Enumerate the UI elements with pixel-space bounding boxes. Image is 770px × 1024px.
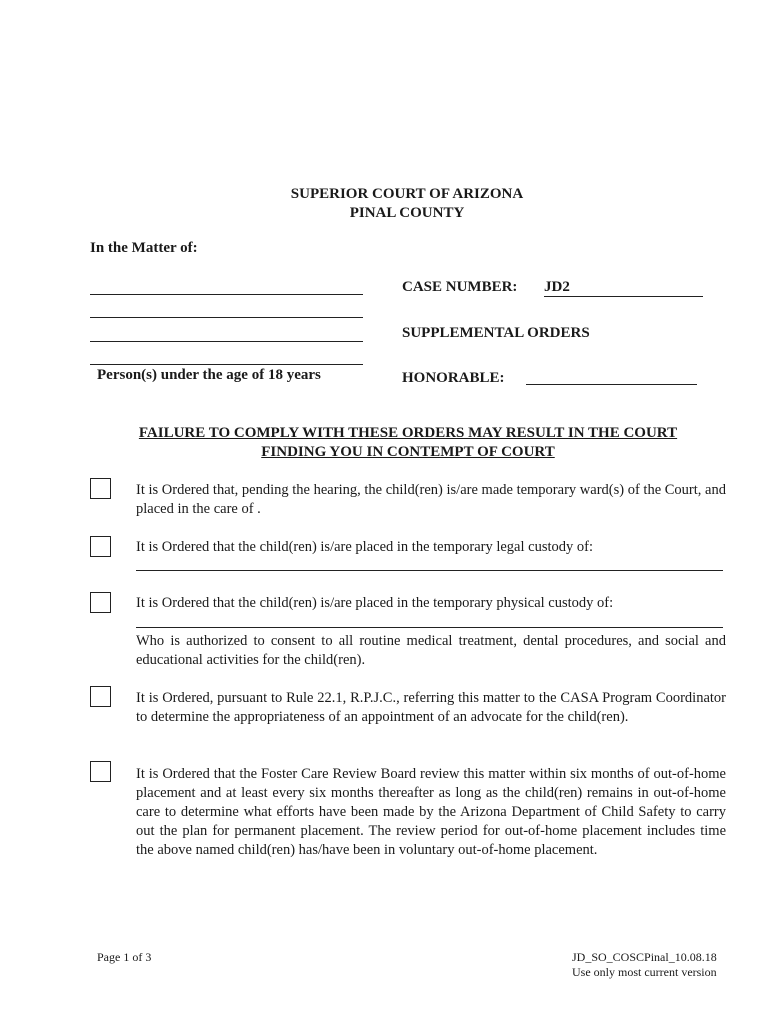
honorable-field[interactable]: [526, 384, 697, 385]
order-4-checkbox[interactable]: [90, 686, 111, 707]
warning-line-1: FAILURE TO COMPLY WITH THESE ORDERS MAY RESULT IN THE COURT: [138, 425, 678, 441]
form-id: JD_SO_COSCPinal_10.08.18: [572, 950, 717, 964]
document-title: SUPPLEMENTAL ORDERS: [402, 325, 590, 341]
matter-label: In the Matter of:: [90, 240, 198, 256]
case-number-value: JD2: [544, 279, 570, 295]
honorable-label: HONORABLE:: [402, 370, 505, 386]
case-number-label: CASE NUMBER:: [402, 279, 518, 295]
order-2-legal-custody-field[interactable]: [136, 570, 723, 571]
matter-name-line-3[interactable]: [90, 341, 363, 342]
order-2-checkbox[interactable]: [90, 536, 111, 557]
order-3-physical-custody-field[interactable]: [136, 627, 723, 628]
order-3-text: It is Ordered that the child(ren) is/are placed in the temporary physical custody of:: [136, 595, 614, 611]
order-1-text: [136, 481, 726, 519]
order-2-text: It is Ordered that the child(ren) is/are placed in the temporary legal custody of:: [136, 539, 593, 555]
case-number-field[interactable]: [544, 279, 703, 297]
order-3-authorization-text: Who is authorized to consent to all routine medical treatment, dental procedures, and social and educational activities for the child(ren).: [136, 633, 726, 668]
warning-line-2: FINDING YOU IN CONTEMPT OF COURT: [261, 444, 555, 460]
order-3-checkbox[interactable]: [90, 592, 111, 613]
persons-label: Person(s) under the age of 18 years: [97, 367, 321, 383]
county-title: PINAL COUNTY: [349, 205, 465, 221]
matter-name-line-4[interactable]: [90, 364, 363, 365]
order-5-text: It is Ordered that the Foster Care Review Board review this matter within six months of out-of-home placement and at least every six months thereafter as long as the child(ren) remains in out-of-home care to determine what efforts have been made by the Arizona Department of Child Safety to carry out the plan for permanent placement. The review period for out-of-home placement includes time the above named child(ren) has/have been in voluntary out-of-home placement.: [136, 766, 726, 858]
court-title: SUPERIOR COURT OF ARIZONA: [290, 186, 524, 202]
order-5-checkbox[interactable]: [90, 761, 111, 782]
page-number: Page 1 of 3: [97, 950, 152, 964]
matter-name-line-1[interactable]: [90, 294, 363, 295]
order-4-text: It is Ordered, pursuant to Rule 22.1, R.P.J.C., referring this matter to the CASA Program Coordinator to determine the appropriateness of an appointment of an advocate for the child(ren).: [136, 690, 726, 725]
order-1-text-a: It is Ordered that, pending the hearing, the child(ren) is/are made temporary ward(s) of the Court, and placed in the care of: [136, 482, 726, 517]
order-1-text-b: .: [257, 501, 261, 517]
matter-name-line-2[interactable]: [90, 317, 363, 318]
order-1-checkbox[interactable]: [90, 478, 111, 499]
version-note: Use only most current version: [572, 965, 717, 979]
